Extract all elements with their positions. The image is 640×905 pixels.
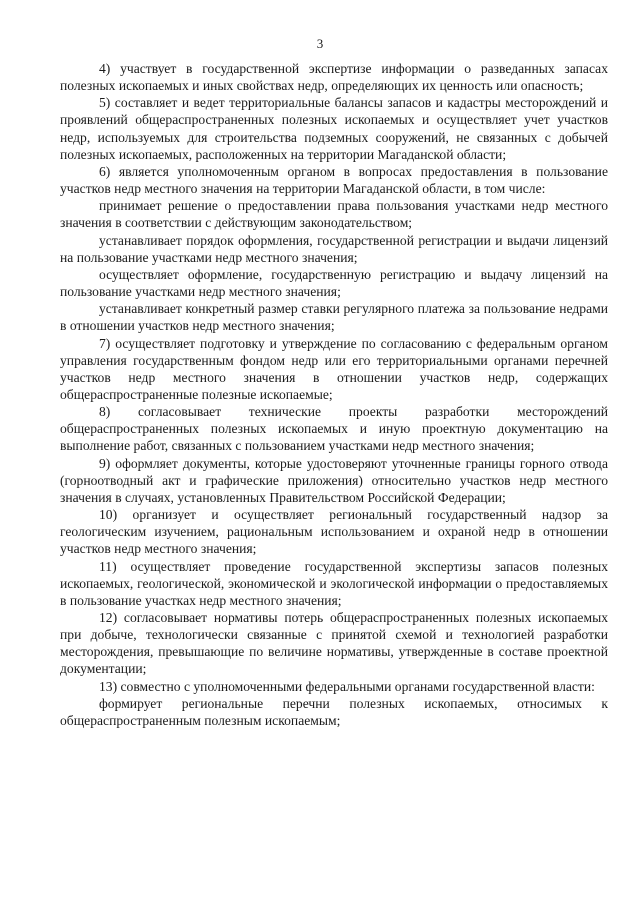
page-number: 3 bbox=[316, 36, 324, 51]
paragraph-item-9: 9) оформляет документы, которые удостоверяют уточненные границы горного отвода (горноотводный акт и графические приложения) относительно участков недр местного значения в случаях, установленных Правительством Российской Федерации; bbox=[60, 455, 608, 505]
paragraph-subitem-payment-rate: устанавливает конкретный размер ставки регулярного платежа за пользование недрами в отношении участков недр местного значения; bbox=[60, 301, 608, 334]
paragraph-item-6: 6) является уполномоченным органом в вопросах предоставления в пользование участков недр местного значения на территории Магаданской области, в том числе: bbox=[60, 163, 608, 197]
paragraph-subitem-procedure: устанавливает порядок оформления, государственной регистрации и выдачи лицензий на пользование участками недр местного значения; bbox=[60, 232, 608, 265]
paragraph-item-8: 8) согласовывает технические проекты разработки месторождений общераспространенных полезных ископаемых и иную проектную документацию на выполнение работ, связанных с пользованием участками недр местного значения; bbox=[60, 404, 608, 454]
paragraph-item-12: 12) согласовывает нормативы потерь общераспространенных полезных ископаемых при добыче, технологически связанные с принятой схемой и технологией разработки месторождения, превышающие по величине нормативы, утвержденные в составе проектной документации; bbox=[60, 610, 608, 677]
paragraph-item-13: 13) совместно с уполномоченными федеральными органами государственной власти: bbox=[99, 678, 595, 694]
paragraph-subitem-registration: осуществляет оформление, государственную регистрацию и выдачу лицензий на пользование участками недр местного значения; bbox=[60, 266, 608, 300]
paragraph-item-7: 7) осуществляет подготовку и утверждение по согласованию с федеральным органом управления государственным фондом недр или его территориальными органами перечней участков недр местного значения в отношении участков недр, содержащих общераспространенные полезные ископаемые; bbox=[60, 335, 608, 402]
paragraph-subitem-lists: формирует региональные перечни полезных ископаемых, относимых к общераспространенным полезным ископаемым; bbox=[60, 695, 608, 728]
paragraph-item-10: 10) организует и осуществляет региональный государственный надзор за геологическим изучением, рациональным использованием и охраной недр в отношении участков недр местного значения; bbox=[60, 507, 608, 557]
document-body bbox=[60, 60, 608, 729]
paragraph-item-5: 5) составляет и ведет территориальные балансы запасов и кадастры месторождений и проявлений общераспространенных полезных ископаемых и осуществляет учет участков недр, используемых для строительства подземных сооружений, не связанных с добычей полезных ископаемых, расположенных на территории Магаданской области; bbox=[60, 95, 608, 162]
paragraph-item-4: 4) участвует в государственной экспертизе информации о разведанных запасах полезных ископаемых и иных свойствах недр, определяющих их ценность или опасность; bbox=[60, 61, 608, 94]
paragraph-subitem-decision: принимает решение о предоставлении права пользования участками недр местного значения в соответствии с действующим законодательством; bbox=[60, 198, 608, 231]
paragraph-item-11: 11) осуществляет проведение государственной экспертизы запасов полезных ископаемых, геологической, экономической и экологической информации о предоставляемых в пользование участках недр местного значения; bbox=[60, 558, 608, 608]
